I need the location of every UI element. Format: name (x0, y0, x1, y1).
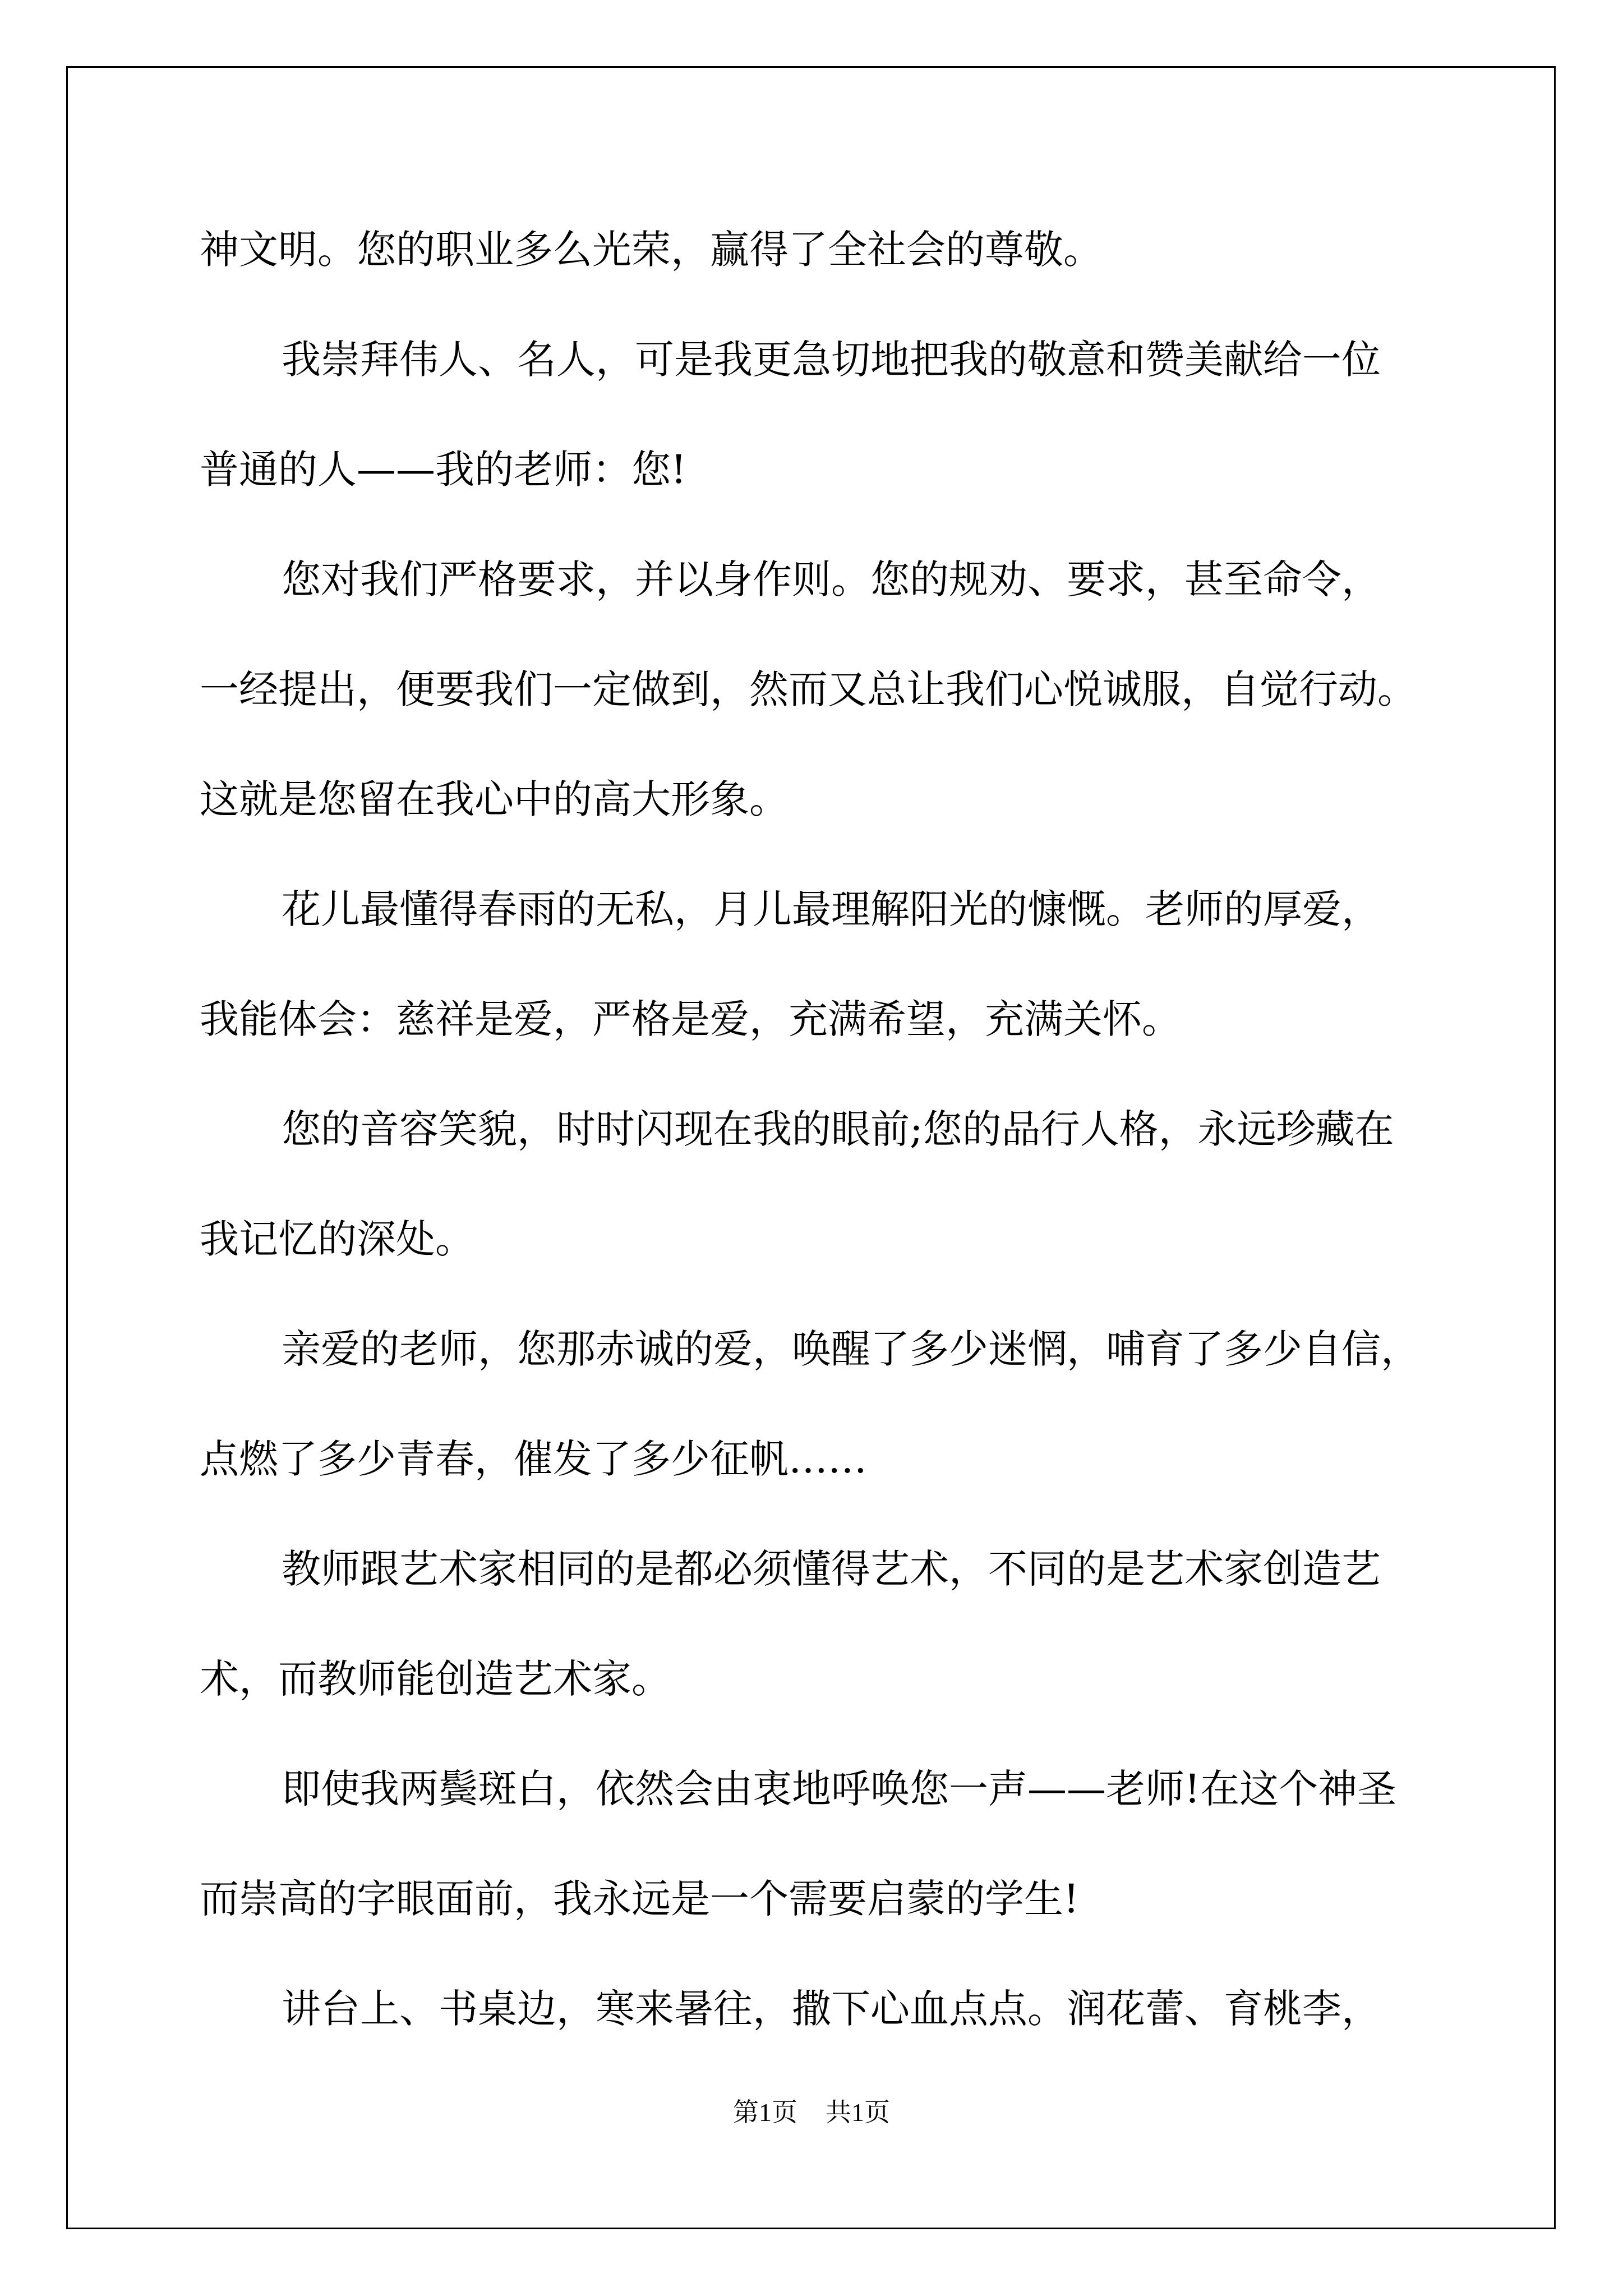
total-pages: 共1页 (826, 2098, 890, 2127)
text-line: 教师跟艺术家相同的是都必须懂得艺术，不同的是艺术家创造艺 (282, 1546, 1381, 1592)
text-line: 一经提出，便要我们一定做到，然而又总让我们心悦诚服，自觉行动。 (200, 666, 1417, 712)
text-line: 即使我两鬓斑白，依然会由衷地呼唤您一声——老师!在这个神圣 (282, 1766, 1397, 1812)
text-line: 而崇高的字眼面前，我永远是一个需要启蒙的学生! (200, 1876, 1080, 1922)
text-line: 我能体会：慈祥是爱，严格是爱，充满希望，充满关怀。 (200, 996, 1181, 1042)
text-line: 神文明。您的职业多么光荣，赢得了全社会的尊敬。 (200, 227, 1103, 273)
text-line: 点燃了多少青春，催发了多少征帆…… (200, 1436, 867, 1482)
text-line: 您对我们严格要求，并以身作则。您的规劝、要求，甚至命令， (282, 556, 1381, 602)
document-body (200, 216, 1439, 2085)
text-line: 我记忆的深处。 (200, 1216, 474, 1262)
text-line: 亲爱的老师，您那赤诚的爱，唤醒了多少迷惘，哺育了多少自信， (282, 1326, 1420, 1372)
text-line: 这就是您留在我心中的高大形象。 (200, 776, 789, 822)
text-line: 您的音容笑貌，时时闪现在我的眼前;您的品行人格，永远珍藏在 (282, 1106, 1394, 1152)
page-number: 第1页 (733, 2098, 797, 2127)
text-line: 花儿最懂得春雨的无私，月儿最理解阳光的慷慨。老师的厚爱， (282, 886, 1381, 932)
text-line: 普通的人——我的老师：您! (200, 447, 687, 493)
text-line: 我崇拜伟人、名人，可是我更急切地把我的敬意和赞美献给一位 (282, 337, 1381, 383)
text-line: 讲台上、书桌边，寒来暑往，撒下心血点点。润花蕾、育桃李， (282, 1986, 1381, 2032)
page-footer (0, 2096, 1623, 2129)
text-line: 术，而教师能创造艺术家。 (200, 1656, 671, 1702)
